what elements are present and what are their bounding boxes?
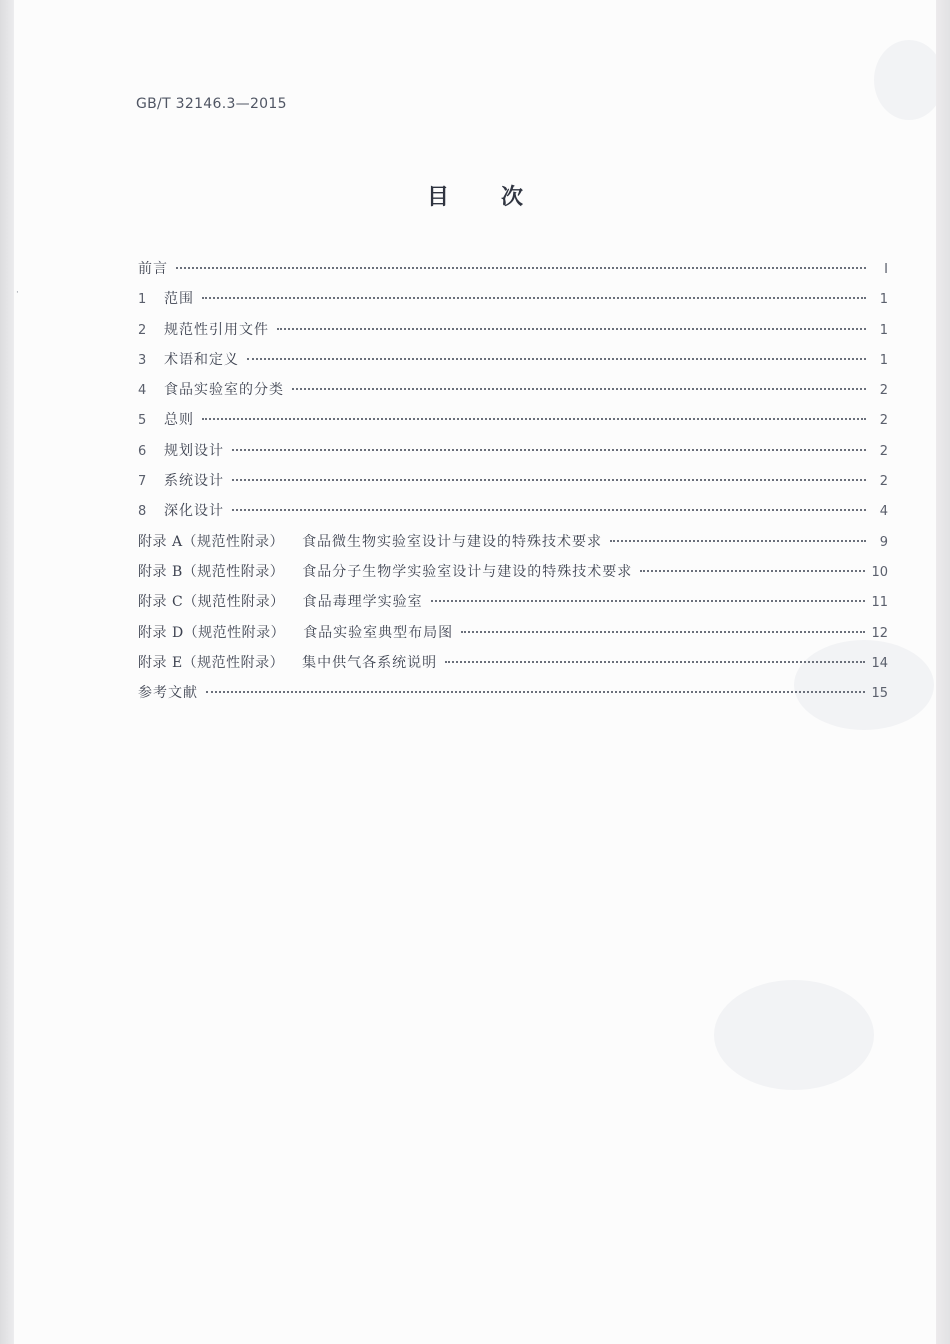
toc-entry-4[interactable]: [138, 379, 888, 409]
toc-entry-page: 15: [871, 686, 888, 702]
toc-leader-dots: [232, 479, 866, 481]
toc-annex-tag: 附录 A（规范性附录）: [138, 533, 285, 550]
toc-entry-number: 6: [138, 443, 147, 459]
toc-entry-annex-b[interactable]: [138, 561, 888, 591]
toc-entry-annex-d[interactable]: [138, 622, 888, 652]
table-of-contents: [138, 258, 888, 712]
scan-smudge: [874, 40, 944, 120]
toc-entry-number: 5: [138, 413, 147, 429]
standard-code: GB/T 32146.3—2015: [136, 96, 287, 112]
toc-entry-annex-a[interactable]: [138, 531, 888, 561]
toc-entry-number: 1: [138, 292, 147, 308]
toc-leader-dots: [431, 600, 866, 602]
toc-leader-dots: [176, 267, 866, 269]
toc-entry-page: 2: [879, 413, 888, 429]
title-char-2: 次: [501, 185, 524, 210]
toc-leader-dots: [206, 691, 865, 693]
toc-leader-dots: [202, 297, 866, 299]
toc-entry-number: 2: [138, 322, 147, 338]
toc-entry-5[interactable]: [138, 409, 888, 439]
toc-leader-dots: [292, 388, 866, 390]
toc-leader-dots: [247, 358, 866, 360]
toc-entry-label: 食品毒理学实验室: [302, 594, 423, 611]
toc-entry-page: 2: [879, 443, 888, 459]
scan-smudge: [714, 980, 874, 1090]
toc-entry-annex-c[interactable]: [138, 591, 888, 621]
toc-entry-number: 8: [138, 504, 147, 520]
toc-leader-dots: [232, 449, 866, 451]
toc-entry-label: 范围: [164, 291, 194, 308]
toc-entry-label: 食品实验室的分类: [164, 382, 284, 399]
scan-speck: ·: [16, 288, 19, 298]
toc-entry-page: 2: [879, 474, 888, 490]
toc-entry-page: 1: [879, 292, 888, 308]
toc-entry-label: 食品实验室典型布局图: [303, 624, 454, 641]
toc-leader-dots: [202, 418, 866, 420]
toc-entry-8[interactable]: [138, 500, 888, 530]
toc-entry-2[interactable]: [138, 319, 888, 349]
toc-entry-page: 1: [879, 352, 888, 368]
toc-entry-foreword[interactable]: [138, 258, 888, 288]
toc-entry-label: 术语和定义: [164, 351, 239, 368]
toc-leader-dots: [445, 661, 865, 663]
toc-entry-label: 集中供气各系统说明: [302, 654, 438, 671]
toc-entry-number: 3: [138, 352, 147, 368]
toc-leader-dots: [461, 631, 865, 633]
toc-leader-dots: [640, 570, 865, 572]
toc-entry-label: 前言: [138, 261, 168, 277]
toc-entry-page: 10: [871, 564, 888, 580]
toc-entry-page: 14: [871, 655, 888, 671]
page-title: [0, 180, 950, 211]
toc-leader-dots: [277, 328, 866, 330]
toc-annex-tag: 附录 D（规范性附录）: [138, 624, 286, 641]
toc-entry-number: 7: [138, 474, 147, 490]
toc-annex-tag: 附录 C（规范性附录）: [138, 594, 285, 611]
toc-leader-dots: [610, 540, 866, 542]
toc-entry-label: 系统设计: [164, 473, 224, 490]
toc-entry-label: 规范性引用文件: [164, 321, 269, 338]
toc-entry-number: 4: [138, 383, 147, 399]
toc-entry-1[interactable]: [138, 288, 888, 318]
toc-entry-page: 1: [879, 322, 888, 338]
toc-entry-page: 4: [879, 504, 888, 520]
toc-entry-6[interactable]: [138, 440, 888, 470]
toc-annex-tag: 附录 B（规范性附录）: [138, 563, 285, 580]
toc-entry-label: 规划设计: [164, 442, 224, 459]
toc-entry-bibliography[interactable]: [138, 682, 888, 712]
toc-entry-3[interactable]: [138, 349, 888, 379]
toc-entry-label: 参考文献: [138, 685, 198, 702]
toc-entry-page: Ⅰ: [884, 262, 888, 277]
toc-entry-page: 2: [879, 383, 888, 399]
toc-entry-page: 12: [871, 625, 888, 641]
toc-annex-tag: 附录 E（规范性附录）: [138, 654, 285, 671]
toc-entry-annex-e[interactable]: [138, 652, 888, 682]
toc-entry-page: 11: [871, 595, 888, 611]
toc-entry-label: 食品分子生物学实验室设计与建设的特殊技术要求: [302, 563, 633, 580]
toc-leader-dots: [232, 509, 866, 511]
toc-entry-page: 9: [879, 534, 888, 550]
toc-entry-label: 总则: [164, 412, 194, 429]
title-char-1: 目: [426, 185, 449, 210]
toc-entry-label: 深化设计: [164, 503, 224, 520]
toc-entry-label: 食品微生物实验室设计与建设的特殊技术要求: [302, 533, 603, 550]
toc-entry-7[interactable]: [138, 470, 888, 500]
